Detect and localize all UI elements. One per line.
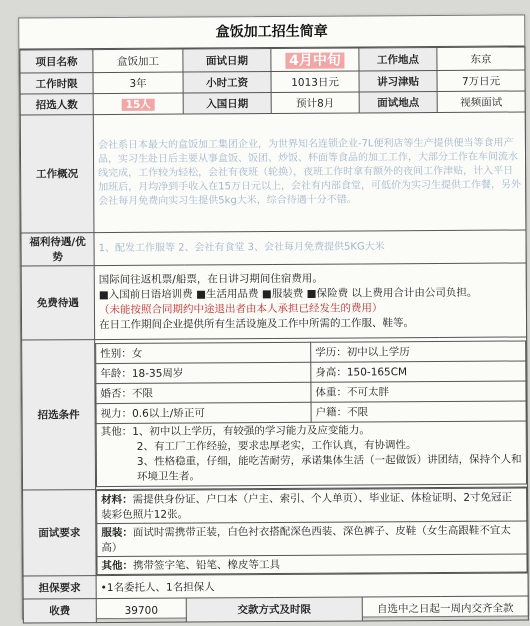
work-term-value: 3年 (93, 72, 183, 94)
interview-location-label: 面试地点 (359, 91, 437, 112)
row-welfare (21, 230, 526, 266)
work-location-value: 东京 (437, 47, 525, 71)
payment-method-label: 交款方式及时限 (186, 597, 362, 622)
allowance-value: 7万日元 (437, 70, 525, 92)
allowance-label: 讲习津贴 (359, 70, 437, 91)
interview-location-value: 视频面试 (437, 91, 525, 113)
free-line-2: ■入国前日语培训费 ■生活用品费 ■服装费 ■保险费 以上费用合计由公司负担。 (98, 286, 478, 301)
work-location-label: 工作地点 (359, 47, 437, 70)
entry-date-value: 预计8月 (271, 92, 359, 114)
free-label: 免费待遇 (21, 266, 94, 340)
other-req-1: 其他：1、初中以上学历，有较强的学习能力及应变能力。 (100, 423, 370, 438)
fee-label: 收费 (23, 599, 96, 623)
marital-cell: 婚否：不限 (96, 382, 311, 403)
row-project (20, 47, 525, 73)
materials-label: 材料： (101, 493, 133, 507)
overview-label: 工作概况 (20, 115, 94, 233)
height-cell: 身高：150-165CM (311, 360, 526, 381)
other-req-3: 3、性格稳重，仔细，能吃苦耐劳，承诺集体生活（一起做饭）讲团结，保持个人和环境卫生者。 (136, 452, 522, 483)
payment-method-value: 自选中之日起一周内交齐全款 (362, 596, 528, 621)
document-title: 盒饭加工招生简章 (19, 15, 524, 49)
age-cell: 年龄：18-35周岁 (96, 362, 311, 383)
overview-text: 会社系日本最大的盒饭加工集团企业，为世界知名连锁企业-7L便利店等生产提供便当等食用产品，实习生赴日后主要从事盒饭、饭团、炒饭、杯面等食品的加工工作，大部分工作在车间流水线完成，工作较为轻松，会社有夜班（轮换），夜班工作时拿有额外的夜间工作津贴，计入平日加班后，月均净到手收入在15万日元以上，会社有内部食堂，可低价为实习生提供工作餐，另外会社每月免费向实习生提供5kg大米，综合待遇十分不错。 (93, 112, 526, 233)
vision-cell: 视力：0.6以上/矫正可 (96, 402, 311, 423)
row-interview (23, 487, 529, 576)
materials-text: 需提供身份证、户口本（户主、索引、个人单页）、毕业证、体检证明、2寸免冠正装彩色照片12张。 (101, 491, 513, 522)
hourly-wage-value: 1013日元 (271, 71, 359, 93)
other-req-2: 2、有工厂工作经验，要求忠厚老实，工作认真，有协调性。 (136, 438, 417, 453)
project-value: 盒饭加工 (93, 49, 183, 73)
row-fee (23, 596, 528, 623)
welfare-text: 1、配发工作服等 2、会社有食堂 3、会社每月免费提供5KG大米 (94, 230, 526, 266)
gender-cell: 性别：女 (96, 342, 311, 363)
education-cell: 学历：初中以上学历 (311, 340, 526, 361)
free-line-1: 国际间往返机票/船票，在日讲习期间住宿费用。 (98, 272, 323, 286)
interview-req-label: 面试要求 (23, 490, 97, 576)
criteria-label: 招选条件 (22, 340, 96, 490)
criteria-table (95, 340, 527, 487)
fee-value: 39700 (96, 598, 186, 623)
hourly-wage-label: 小时工资 (183, 72, 271, 94)
recruit-count-label: 招选人数 (20, 94, 93, 115)
guarantee-text: •1名委托人、1名担保人 (96, 573, 528, 599)
welfare-label: 福利待遇/优势 (21, 233, 94, 266)
row-overview (20, 112, 526, 233)
interview-table (96, 487, 528, 575)
other-items-label: 其他： (101, 559, 134, 573)
free-line-4: 在日工作期间企业提供所有生活设施及工作中所需的工作服、鞋等。 (99, 316, 415, 331)
entry-date-label: 入国日期 (183, 93, 271, 115)
other-items-text: 携带签字笔、铅笔、橡皮等工具 (132, 558, 281, 572)
clothing-label: 服装： (101, 526, 133, 540)
recruitment-sheet (18, 14, 529, 619)
clothing-text: 面试时需携带正装，白色衬衣搭配深色西装、深色裤子、皮鞋（女生高跟鞋不宜太高） (101, 524, 511, 555)
row-guarantee (23, 573, 528, 599)
interview-date-label: 面试日期 (183, 49, 271, 73)
guarantee-label: 担保要求 (23, 576, 96, 599)
free-line-3: （未能按照合同期约中途退出者由本人承担已经发生的费用） (98, 301, 383, 316)
row-criteria (22, 337, 528, 490)
project-label: 项目名称 (20, 50, 93, 73)
hukou-cell: 户籍：不限 (311, 400, 526, 421)
info-table (19, 46, 528, 623)
work-term-label: 工作时限 (20, 73, 93, 94)
row-free (21, 263, 526, 340)
weight-cell: 体重：不可太胖 (311, 380, 526, 401)
recruit-count-value: 15人 (122, 98, 155, 110)
interview-date-value: 4月中旬 (285, 53, 345, 69)
